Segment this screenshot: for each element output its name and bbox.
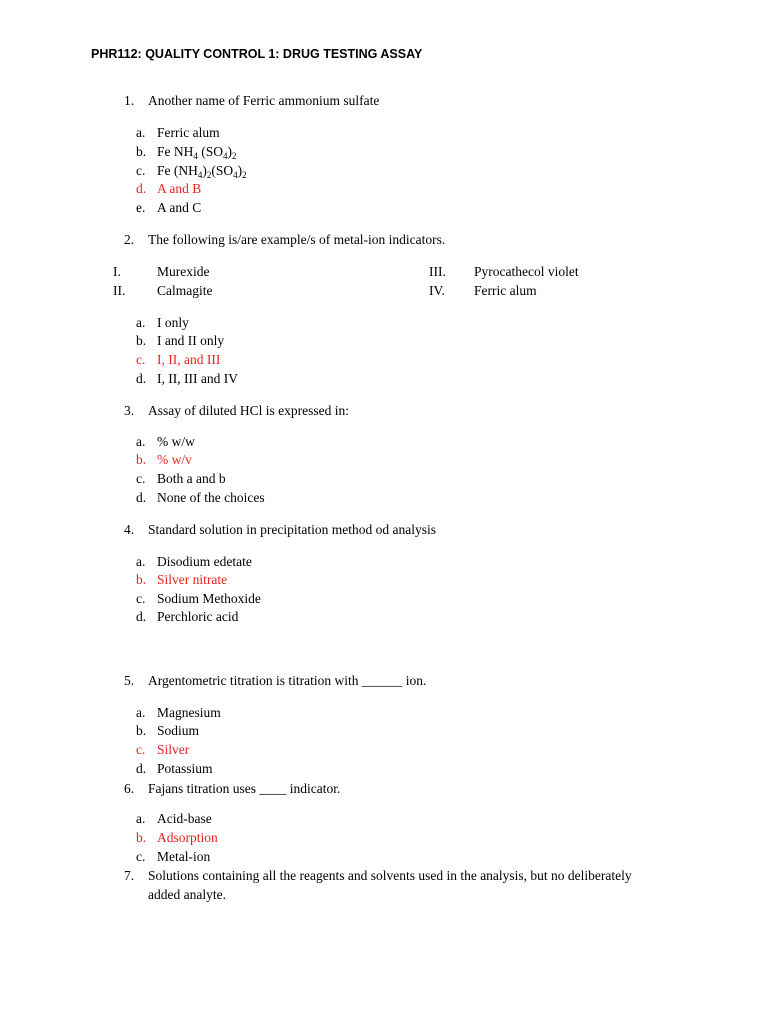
question-number: 3. bbox=[124, 403, 135, 418]
question-text: Standard solution in precipitation method od analysis bbox=[148, 522, 436, 537]
question-text: Argentometric titration is titration with ______ ion. bbox=[148, 673, 427, 688]
option-text: I and II only bbox=[157, 333, 225, 348]
question-number: 2. bbox=[124, 232, 135, 247]
statement-roman: I. bbox=[113, 264, 121, 279]
page-title: PHR112: QUALITY CONTROL 1: DRUG TESTING ASSAY bbox=[91, 47, 423, 61]
statement-text: Murexide bbox=[157, 264, 210, 279]
statement-text: Ferric alum bbox=[474, 283, 537, 298]
question-text: Assay of diluted HCl is expressed in: bbox=[148, 403, 349, 418]
statement-roman: II. bbox=[113, 283, 126, 298]
option-letter: c. bbox=[136, 591, 146, 606]
statement-roman: IV. bbox=[429, 283, 445, 298]
option-letter: c. bbox=[136, 849, 146, 864]
statement-roman: III. bbox=[429, 264, 446, 279]
statement-text: Calmagite bbox=[157, 283, 213, 298]
option-letter: e. bbox=[136, 200, 146, 215]
option-text: Silver nitrate bbox=[157, 572, 228, 587]
option-letter: c. bbox=[136, 471, 146, 486]
option-letter: a. bbox=[136, 705, 146, 720]
option-text: A and B bbox=[157, 181, 202, 196]
option-letter: d. bbox=[136, 761, 147, 776]
option-text: Disodium edetate bbox=[157, 554, 252, 569]
option-letter: a. bbox=[136, 315, 146, 330]
option-letter: d. bbox=[136, 371, 147, 386]
option-letter: b. bbox=[136, 830, 147, 845]
question-text: The following is/are example/s of metal-ion indicators. bbox=[148, 232, 446, 247]
question-text: Another name of Ferric ammonium sulfate bbox=[148, 93, 380, 108]
option-letter: d. bbox=[136, 609, 147, 624]
option-text-formula: Fe $NH_4$ $(SO_4)_2$ bbox=[157, 144, 237, 161]
option-text: Sodium bbox=[157, 723, 200, 738]
option-letter: c. bbox=[136, 742, 146, 757]
option-text: Sodium Methoxide bbox=[157, 591, 261, 606]
option-letter: b. bbox=[136, 452, 147, 467]
option-text: Magnesium bbox=[157, 705, 221, 720]
option-text: Perchloric acid bbox=[157, 609, 239, 624]
option-letter: b. bbox=[136, 144, 147, 159]
question-text: Solutions containing all the reagents and solvents used in the analysis, but no deliberately bbox=[148, 868, 632, 883]
question-text: Fajans titration uses ____ indicator. bbox=[148, 781, 341, 796]
option-letter: b. bbox=[136, 333, 147, 348]
option-text: None of the choices bbox=[157, 490, 265, 505]
option-letter: d. bbox=[136, 490, 147, 505]
option-text: I only bbox=[157, 315, 189, 330]
option-text: Adsorption bbox=[157, 830, 218, 845]
question-number: 5. bbox=[124, 673, 135, 688]
option-letter: a. bbox=[136, 811, 146, 826]
option-text: Acid-base bbox=[157, 811, 212, 826]
option-letter: c. bbox=[136, 163, 146, 178]
option-letter: c. bbox=[136, 352, 146, 367]
option-text: Both a and b bbox=[157, 471, 226, 486]
option-text: I, II, and III bbox=[157, 352, 221, 367]
question-number: 1. bbox=[124, 93, 135, 108]
option-letter: d. bbox=[136, 181, 147, 196]
option-letter: a. bbox=[136, 125, 146, 140]
option-text: I, II, III and IV bbox=[157, 371, 238, 386]
option-text: Silver bbox=[157, 742, 190, 757]
option-text: % w/w bbox=[157, 434, 195, 449]
statement-text: Pyrocathecol violet bbox=[474, 264, 579, 279]
option-letter: a. bbox=[136, 554, 146, 569]
option-letter: b. bbox=[136, 572, 147, 587]
option-text: Ferric alum bbox=[157, 125, 220, 140]
option-text: % w/v bbox=[157, 452, 192, 467]
option-letter: b. bbox=[136, 723, 147, 738]
question-number: 4. bbox=[124, 522, 135, 537]
option-text: Potassium bbox=[157, 761, 213, 776]
question-number: 7. bbox=[124, 868, 135, 883]
option-text: Metal-ion bbox=[157, 849, 211, 864]
question-number: 6. bbox=[124, 781, 135, 796]
question-text-continued: added analyte. bbox=[148, 887, 226, 902]
option-text: A and C bbox=[157, 200, 202, 215]
option-text-formula: Fe $(NH_4)_2(SO_4)_2$ bbox=[157, 163, 247, 180]
option-letter: a. bbox=[136, 434, 146, 449]
